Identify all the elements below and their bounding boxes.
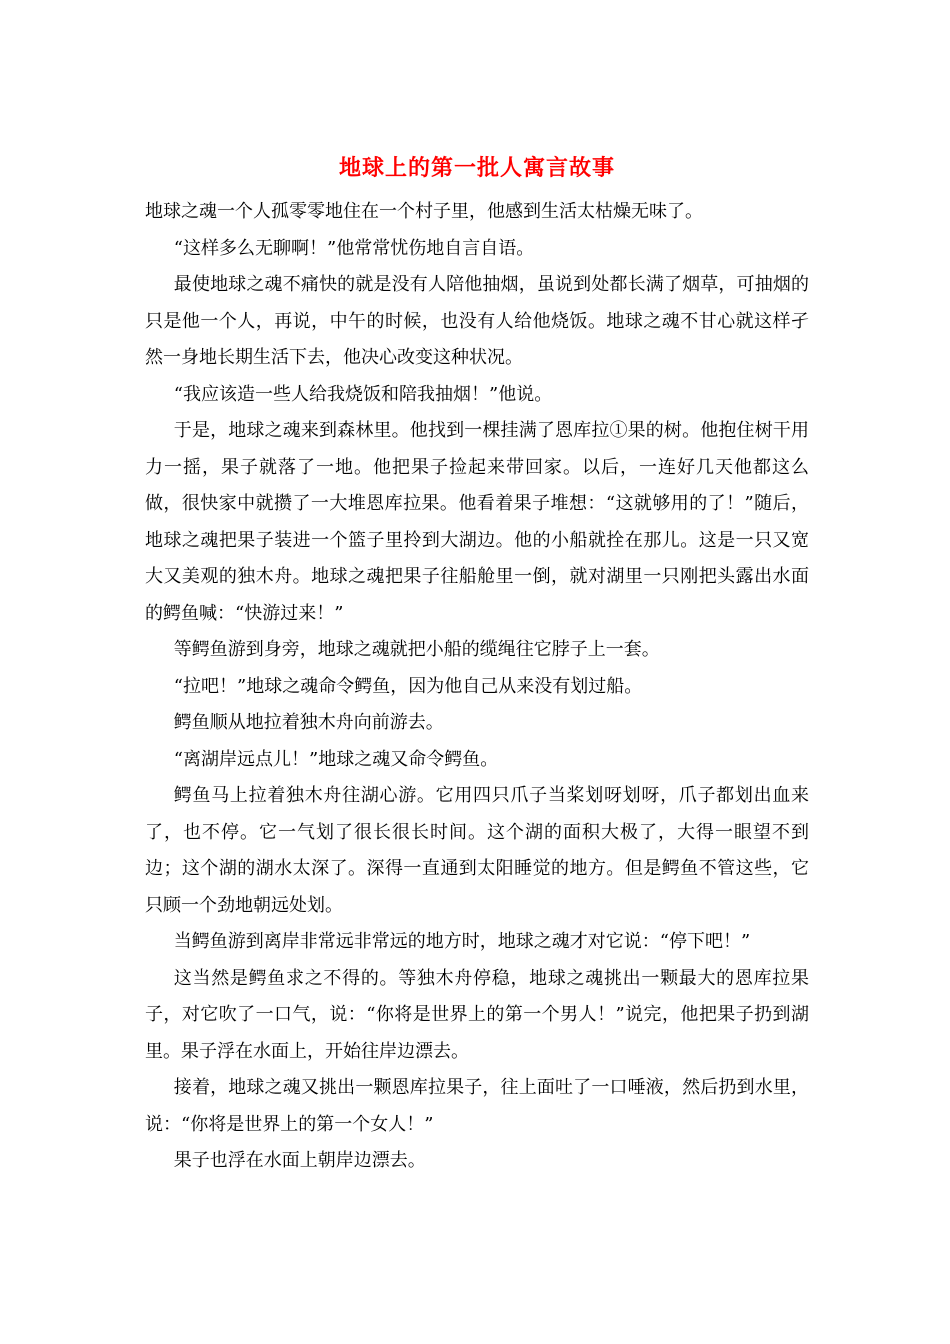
paragraph: 这当然是鳄鱼求之不得的。等独木舟停稳，地球之魂挑出一颗最大的恩库拉果子，对它吹了一口气，说：“你将是世界上的第一个男人！”说完，他把果子扔到湖里。果子浮在水面上，开始往岸边漂去。 [145,967,809,1062]
paragraph: 等鳄鱼游到身旁，地球之魂就把小船的缆绳往它脖子上一套。 [173,639,660,660]
paragraph: 于是，地球之魂来到森林里。他找到一棵挂满了恩库拉①果的树。他抱住树干用力一摇，果子就落了一地。他把果子捡起来带回家。以后，一连好几天他都这么做，很快家中就攒了一大堆恩库拉果。他看着果子堆想：“这就够用的了！”随后，地球之魂把果子装进一个篮子里拎到大湖边。他的小船就拴在那儿。这是一只又宽大又美观的独木舟。地球之魂把果子往船舱里一倒，就对湖里一只刚把头露出水面的鳄鱼喊：“快游过来！” [145,420,809,624]
document-body [145,194,809,1180]
paragraph: “这样多么无聊啊！”他常常忧伤地自言自语。 [173,237,535,259]
paragraph: 地球之魂一个人孤零零地住在一个村子里，他感到生活太枯燥无味了。 [145,201,703,222]
paragraph: 最使地球之魂不痛快的就是没有人陪他抽烟，虽说到处都长满了烟草，可抽烟的只是他一个人，再说，中午的时候，也没有人给他烧饭。地球之魂不甘心就这样孑然一身地长期生活下去，他决心改变这种状况。 [145,274,809,368]
paragraph: 当鳄鱼游到离岸非常远非常远的地方时，地球之魂才对它说：“停下吧！” [173,931,751,952]
paragraph: 鳄鱼马上拉着独木舟往湖心游。它用四只爪子当桨划呀划呀，爪子都划出血来了，也不停。它一气划了很长很长时间。这个湖的面积大极了，大得一眼望不到边；这个湖的湖水太深了。深得一直通到太阳睡觉的地方。但是鳄鱼不管这些，它只顾一个劲地朝远处划。 [145,785,809,916]
paragraph: “拉吧！”地球之魂命令鳄鱼，因为他自己从来没有划过船。 [173,675,643,697]
paragraph: 鳄鱼顺从地拉着独木舟向前游去。 [173,712,444,733]
document-title: 地球上的第一批人寓言故事 [338,155,615,181]
paragraph: “离湖岸远点儿！”地球之魂又命令鳄鱼。 [173,748,499,770]
paragraph: 接着，地球之魂又挑出一颗恩库拉果子，往上面吐了一口唾液，然后扔到水里，说：“你将是世界上的第一个女人！” [145,1077,809,1135]
document-page [145,150,809,1180]
paragraph: “我应该造一些人给我烧饭和陪我抽烟！”他说。 [173,383,553,405]
paragraph: 果子也浮在水面上朝岸边漂去。 [173,1150,426,1171]
